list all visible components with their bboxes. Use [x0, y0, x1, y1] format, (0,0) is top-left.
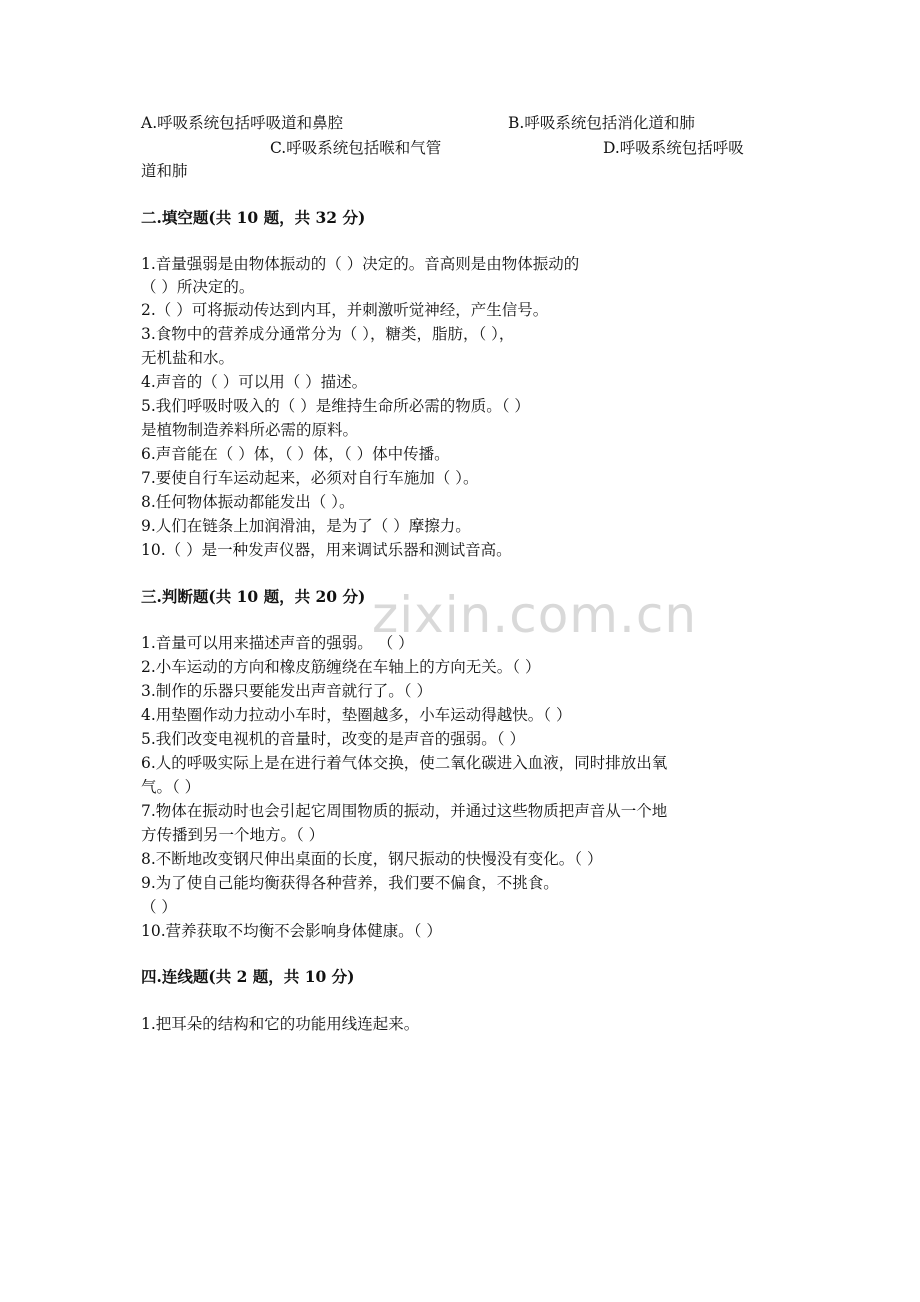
judge-question-9-cont: （ ）: [141, 898, 177, 916]
judge-question-2: 2.小车运动的方向和橡皮筋缠绕在车轴上的方向无关。（ ）: [141, 658, 541, 676]
fill-question-9: 9.人们在链条上加润滑油，是为了（ ）摩擦力。: [141, 517, 471, 535]
judge-question-7-cont: 方传播到另一个地方。（ ）: [141, 826, 325, 844]
judge-question-10: 10.营养获取不均衡不会影响身体健康。（ ）: [141, 922, 442, 940]
fill-question-7: 7.要使自行车运动起来，必须对自行车施加（ ）。: [141, 469, 479, 487]
judge-question-5: 5.我们改变电视机的音量时，改变的是声音的强弱。（ ）: [141, 730, 525, 748]
option-d-continuation: 道和肺: [141, 162, 188, 180]
fill-question-1-cont: （ ）所决定的。: [141, 278, 255, 296]
section-heading-match: 四.连线题(共 2 题，共 10 分): [141, 967, 355, 986]
section-heading-judge: 三.判断题(共 10 题，共 20 分): [141, 587, 366, 606]
section-heading-fill: 二.填空题(共 10 题，共 32 分): [141, 208, 366, 227]
fill-question-5-cont: 是植物制造养料所必需的原料。: [141, 421, 359, 439]
fill-question-3: 3.食物中的营养成分通常分为（ ），糖类，脂肪，（ ），: [141, 325, 515, 343]
option-b: B.呼吸系统包括消化道和肺: [508, 114, 695, 132]
judge-question-6: 6.人的呼吸实际上是在进行着气体交换，使二氧化碳进入血液，同时排放出氧: [141, 754, 668, 772]
fill-question-1: 1.音量强弱是由物体振动的（ ）决定的。音高则是由物体振动的: [141, 255, 580, 273]
fill-question-8: 8.任何物体振动都能发出（ ）。: [141, 493, 355, 511]
option-c: C.呼吸系统包括喉和气管: [270, 139, 442, 157]
option-a: A.呼吸系统包括呼吸道和鼻腔: [141, 114, 344, 132]
judge-question-1: 1.音量可以用来描述声音的强弱。 （ ）: [141, 634, 414, 652]
fill-question-5: 5.我们呼吸时吸入的（ ）是维持生命所必需的物质。（ ）: [141, 397, 530, 415]
judge-question-7: 7.物体在振动时也会引起它周围物质的振动，并通过这些物质把声音从一个地: [141, 802, 668, 820]
match-question-1: 1.把耳朵的结构和它的功能用线连起来。: [141, 1015, 420, 1033]
judge-question-8: 8.不断地改变钢尺伸出桌面的长度，钢尺振动的快慢没有变化。（ ）: [141, 850, 603, 868]
fill-question-10: 10.（ ）是一种发声仪器，用来调试乐器和测试音高。: [141, 541, 512, 559]
fill-question-2: 2.（ ）可将振动传达到内耳，并刺激听觉神经，产生信号。: [141, 301, 549, 319]
judge-question-3: 3.制作的乐器只要能发出声音就行了。（ ）: [141, 682, 432, 700]
fill-question-3-cont: 无机盐和水。: [141, 349, 235, 367]
fill-question-4: 4.声音的（ ）可以用（ ）描述。: [141, 373, 368, 391]
fill-question-6: 6.声音能在（ ）体，（ ）体，（ ）体中传播。: [141, 445, 450, 463]
option-d: D.呼吸系统包括呼吸: [603, 139, 744, 157]
watermark: zixin.com.cn: [372, 586, 698, 644]
judge-question-4: 4.用垫圈作动力拉动小车时，垫圈越多，小车运动得越快。（ ）: [141, 706, 572, 724]
judge-question-6-cont: 气。（ ）: [141, 778, 201, 796]
judge-question-9: 9.为了使自己能均衡获得各种营养，我们要不偏食，不挑食。: [141, 874, 559, 892]
